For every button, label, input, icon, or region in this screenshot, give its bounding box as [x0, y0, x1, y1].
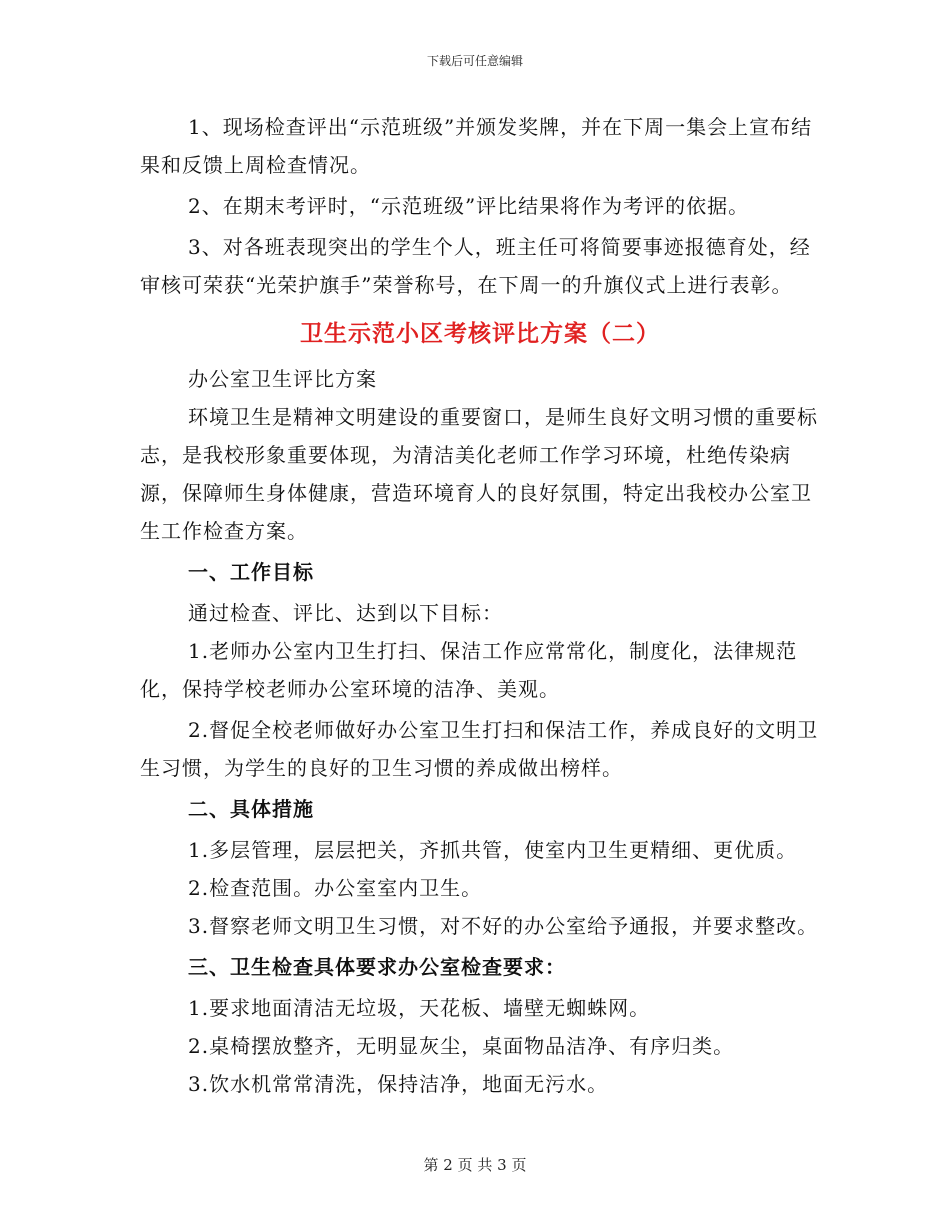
section-heading-requirements: 三、卫生检查具体要求办公室检查要求：	[188, 955, 566, 979]
section-heading-measures: 二、具体措施	[188, 797, 314, 821]
intro-item-3: 3、对各班表现突出的学生个人，班主任可将简要事迹报德育处，经审核可荣获“光荣护旗手”荣誉称号，在下周一的升旗仪式上进行表彰。	[140, 235, 811, 297]
measures-item-1: 1.多层管理，层层把关，齐抓共管，使室内卫生更精细、更优质。	[188, 838, 798, 862]
intro-paragraph: 环境卫生是精神文明建设的重要窗口，是师生良好文明习惯的重要标志，是我校形象重要体现，为清洁美化老师工作学习环境，杜绝传染病源，保障师生身体健康，营造环境育人的良好氛围，特定出我校办公室卫生工作检查方案。	[140, 405, 818, 543]
requirements-item-2: 2.桌椅摆放整齐，无明显灰尘，桌面物品洁净、有序归类。	[188, 1034, 735, 1058]
intro-item-2: 2、在期末考评时，“示范班级”评比结果将作为考评的依据。	[188, 194, 750, 218]
section-heading-goals: 一、工作目标	[188, 560, 314, 584]
measures-item-3: 3.督察老师文明卫生习惯，对不好的办公室给予通报，并要求整改。	[188, 914, 819, 938]
goals-item-2: 2.督促全校老师做好办公室卫生打扫和保洁工作，养成良好的文明卫生习惯，为学生的良好的卫生习惯的养成做出榜样。	[140, 718, 819, 780]
page-header-note: 下载后可任意编辑	[426, 54, 523, 68]
goals-lead: 通过检查、评比、达到以下目标：	[188, 601, 503, 625]
measures-item-2: 2.检查范围。办公室室内卫生。	[188, 876, 483, 900]
requirements-item-3: 3.饮水机常常清洗，保持洁净，地面无污水。	[188, 1072, 609, 1096]
goals-item-1: 1.老师办公室内卫生打扫、保洁工作应常常化，制度化，法律规范化，保持学校老师办公室环境的洁净、美观。	[140, 639, 798, 701]
requirements-item-1: 1.要求地面清洁无垃圾，天花板、墙壁无蜘蛛网。	[188, 996, 651, 1020]
intro-item-1: 1、现场检查评出“示范班级”并颁发奖牌，并在下周一集会上宣布结果和反馈上周检查情况。	[140, 115, 813, 177]
subtitle: 办公室卫生评比方案	[188, 367, 377, 391]
page-number-footer: 第 2 页 共 3 页	[423, 1156, 527, 1174]
section-title: 卫生示范小区考核评比方案（二）	[300, 320, 660, 347]
document-body	[140, 108, 820, 1103]
